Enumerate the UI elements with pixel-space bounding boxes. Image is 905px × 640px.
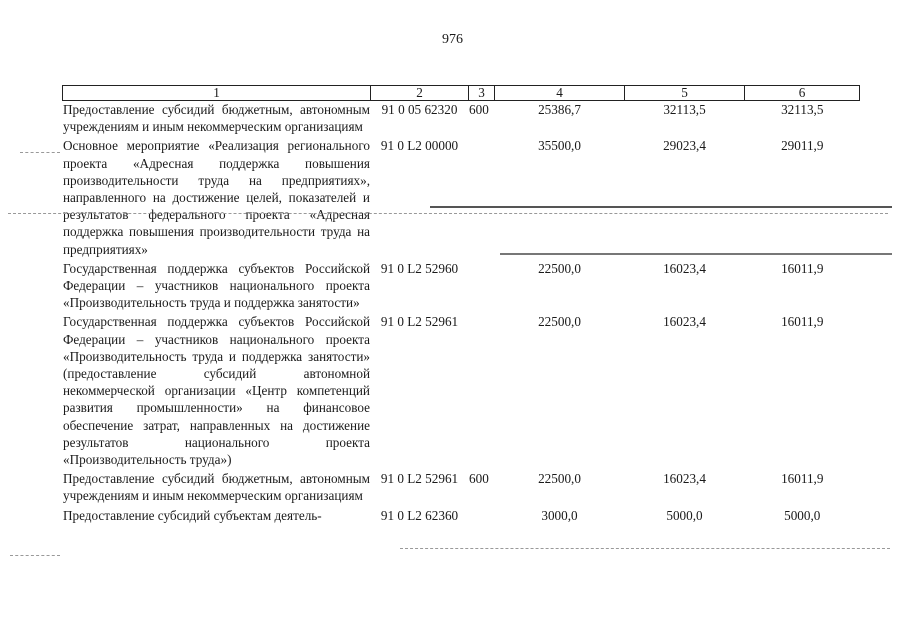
row-code: 91 0 05 62320 xyxy=(381,102,458,117)
scan-artifact-dots xyxy=(400,548,890,549)
row-name: Государственная поддержка субъектов Российской Федерации – участников национального проекта «Производительность труда и поддержка занятости» xyxy=(63,260,370,311)
row-value-2: 16023,4 xyxy=(663,260,706,276)
table-row xyxy=(63,101,860,138)
row-value-3: 5000,0 xyxy=(784,507,821,523)
table-row xyxy=(63,313,860,470)
row-code: 91 0 L2 62360 xyxy=(380,507,459,523)
row-expense-type: 600 xyxy=(469,471,489,487)
header-col-4: 4 xyxy=(495,86,625,101)
scan-artifact-dots xyxy=(8,213,888,214)
row-value-1: 25386,7 xyxy=(538,102,581,117)
table-row xyxy=(63,260,860,314)
scan-artifact-dots xyxy=(10,555,60,556)
table-header-row xyxy=(63,86,860,101)
row-value-1: 22500,0 xyxy=(538,260,581,276)
scan-artifact-line xyxy=(430,206,892,208)
header-col-1: 1 xyxy=(63,86,371,101)
row-name: Предоставление субсидий субъектам деятель- xyxy=(63,507,322,523)
row-name: Основное мероприятие «Реализация регионального проекта «Адресная поддержка повышения производительности труда на предприятиях», направленного на достижение целей, показателей и результатов федерального проекта «Адресная поддержка повышения производительности труда на предприятиях» xyxy=(63,138,370,257)
row-value-2: 29023,4 xyxy=(663,138,706,154)
row-value-1: 3000,0 xyxy=(541,507,578,523)
row-name: Предоставление субсидий бюджетным, автономным учреждениям и иным некоммерческим организациям xyxy=(63,471,370,504)
row-value-3: 32113,5 xyxy=(781,102,824,117)
row-expense-type xyxy=(469,260,495,314)
row-value-1: 35500,0 xyxy=(538,138,581,154)
scan-artifact-dots xyxy=(20,152,60,153)
row-value-2: 5000,0 xyxy=(666,507,703,523)
row-expense-type xyxy=(469,137,495,259)
row-code: 91 0 L2 52960 xyxy=(380,260,459,276)
row-value-3: 29011,9 xyxy=(781,138,824,154)
row-code: 91 0 L2 00000 xyxy=(380,138,459,154)
row-expense-type xyxy=(469,507,495,524)
row-value-3: 16011,9 xyxy=(781,260,824,276)
row-code: 91 0 L2 52961 xyxy=(380,314,459,330)
page-number: 976 xyxy=(442,32,463,47)
header-col-3: 3 xyxy=(469,86,495,101)
row-value-3: 16011,9 xyxy=(781,471,824,487)
row-value-2: 16023,4 xyxy=(663,314,706,330)
row-value-1: 22500,0 xyxy=(538,314,581,330)
budget-table xyxy=(62,85,860,524)
row-value-2: 32113,5 xyxy=(663,102,706,117)
table-row xyxy=(63,507,860,524)
row-expense-type: 600 xyxy=(469,102,489,117)
row-name: Государственная поддержка субъектов Российской Федерации – участников национального проекта «Производительность труда и поддержка занятости» (предоставление субсидий автономной некоммерческой организации «Центр компетенций развития промышленности» на финансовое обеспечение затрат, направленных на достижение результатов национального проекта «Производительность труда») xyxy=(63,314,370,468)
row-code: 91 0 L2 52961 xyxy=(380,471,459,487)
header-col-6: 6 xyxy=(745,86,860,101)
header-col-2: 2 xyxy=(371,86,469,101)
row-name: Предоставление субсидий бюджетным, автономным учреждениям и иным некоммерческим организациям xyxy=(63,102,370,135)
scan-artifact-line xyxy=(500,253,892,255)
table-row xyxy=(63,470,860,506)
header-col-5: 5 xyxy=(625,86,745,101)
row-value-3: 16011,9 xyxy=(781,314,824,330)
row-value-2: 16023,4 xyxy=(663,471,706,487)
row-expense-type xyxy=(469,313,495,470)
row-value-1: 22500,0 xyxy=(538,471,581,487)
table-row xyxy=(63,137,860,259)
